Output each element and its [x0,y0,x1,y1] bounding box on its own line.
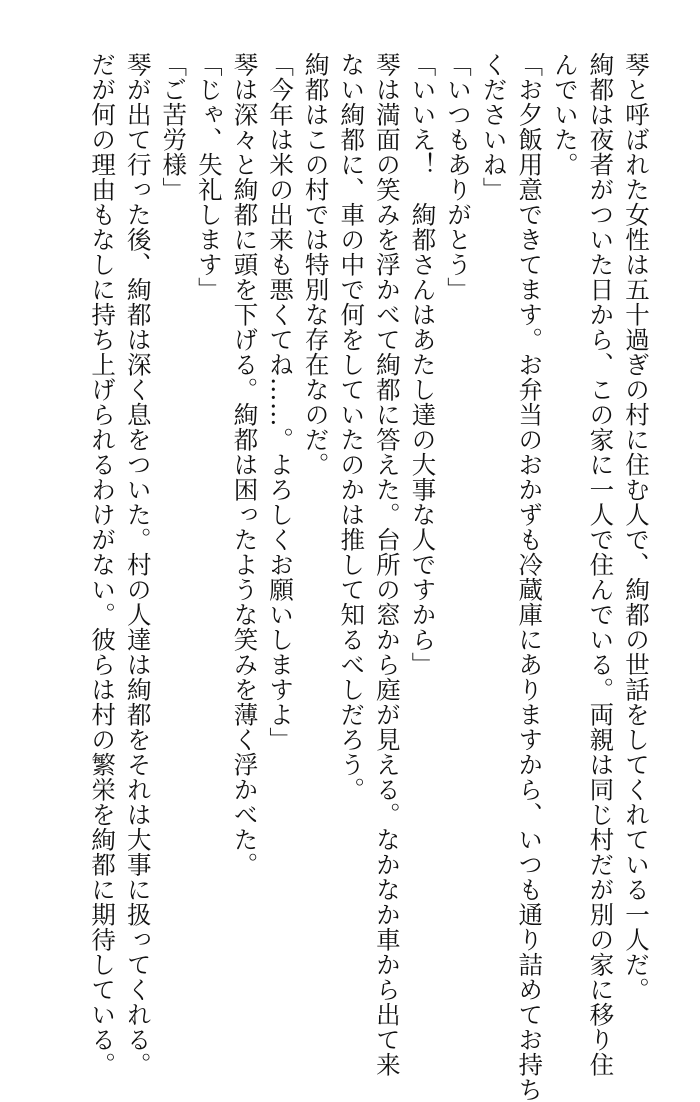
text-line: 琴が出て行った後、絢都は深く息をついた。村の人達は絢都をそれは大事に扱ってくれる。 [123,52,153,1077]
text-line: 絢都はこの村では特別な存在なのだ。 [301,52,331,477]
text-line: 絢都は夜者がついた日から、この家に一人で住んでいる。両親は同じ村だが別の家に移り住 [586,52,616,1077]
text-line: 「ご苦労様」 [159,52,189,202]
text-line: ない絢都に、車の中で何をしていたのかは推して知るべしだろう。 [337,52,367,802]
text-line: 「今年は米の出来も悪くてね……。よろしくお願いしますよ」 [266,52,296,752]
text-line: 琴は深々と絢都に頭を下げる。絢都は困ったような笑みを薄く浮かべた。 [230,52,260,877]
text-line: 琴と呼ばれた女性は五十過ぎの村に住む人で、絢都の世話をしてくれている一人だ。 [622,52,651,1002]
text-line: 琴は満面の笑みを浮かべて絢都に答えた。台所の窓から庭が見える。なかなか車から出て来 [372,52,402,1077]
text-line: 「いいえ！ 絢都さんはあたし達の大事な人ですから」 [408,52,438,677]
text-line: んでいた。 [550,52,580,177]
text-line: 「じゃ、失礼します」 [194,52,224,302]
text-line: だが何の理由もなしに持ち上げられるわけがない。彼らは村の繁栄を絢都に期待している。 [88,52,118,1077]
text-line: 「お夕飯用意できてます。お弁当のおかずも冷蔵庫にありますから、いつも通り詰めてお持ち [515,52,545,1102]
text-line: 「いつもありがとう」 [444,52,474,302]
vertical-text-body [85,52,655,1102]
text-line: くださいね」 [479,52,509,202]
